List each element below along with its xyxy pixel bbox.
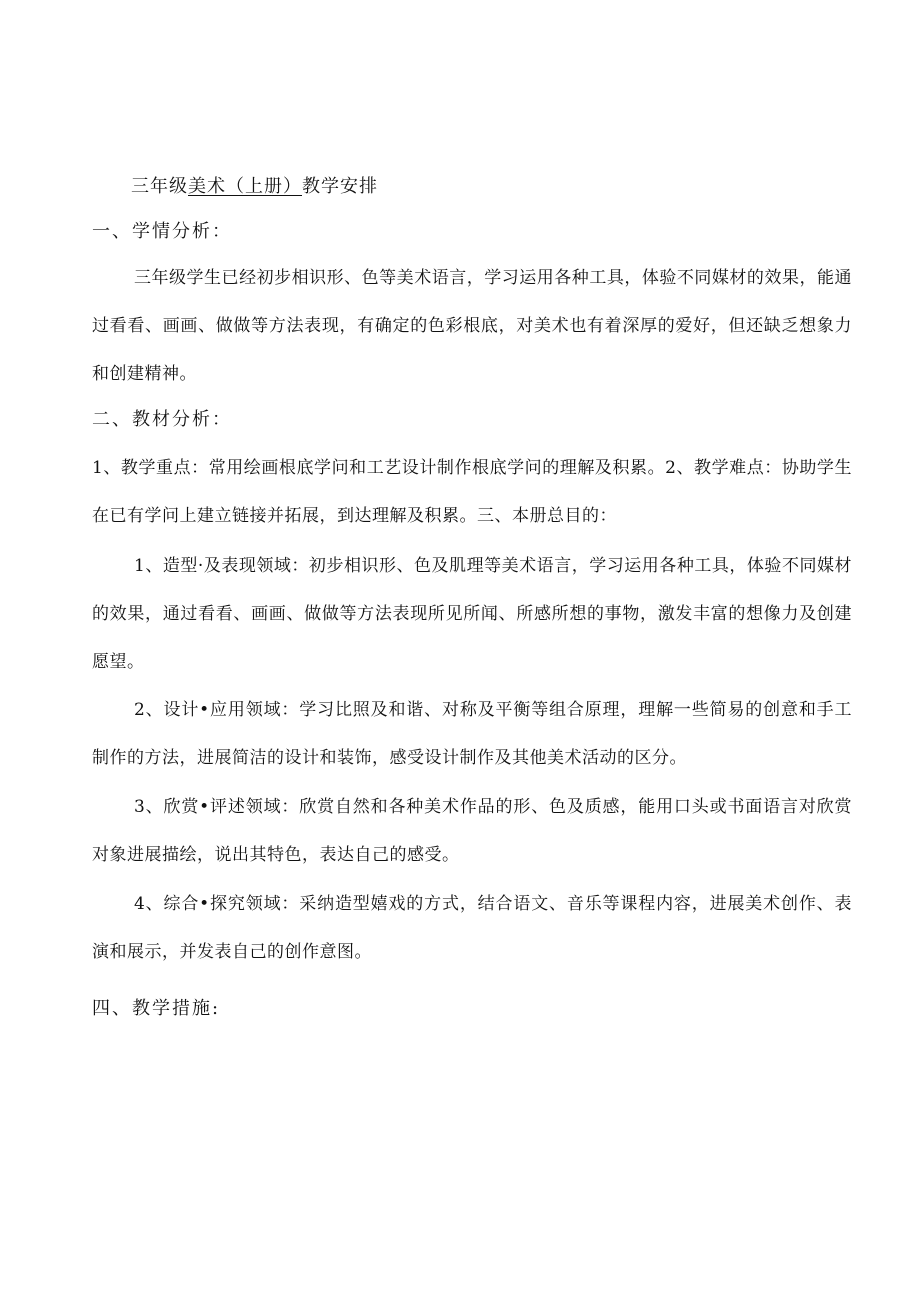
title-suffix: 教学安排: [302, 176, 378, 197]
paragraph-key-points: 1、教学重点：常用绘画根底学问和工艺设计制作根底学问的理解及积累。2、教学难点：协助学生在已有学问上建立链接并拓展，到达理解及积累。三、本册总目的：: [92, 458, 852, 526]
paragraph-student-analysis: 三年级学生已经初步相识形、色等美术语言，学习运用各种工具，体验不同媒材的效果，能通过看看、画画、做做等方法表现，有确定的色彩根底，对美术也有着深厚的爱好，但还缺乏想象力和创建精神。: [92, 268, 852, 384]
section-heading-textbook-analysis: 二、教材分析：: [92, 409, 232, 430]
section-heading-teaching-measures: 四、教学措施:: [92, 998, 221, 1019]
document-title: [131, 172, 378, 198]
section-heading-student-analysis: 一、学情分析：: [92, 221, 232, 242]
paragraph-goal-modeling: 1、造型·及表现领域：初步相识形、色及肌理等美术语言，学习运用各种工具，体验不同媒材的效果，通过看看、画画、做做等方法表现所见所闻、所感所想的事物，激发丰富的想像力及创建愿望。: [92, 556, 852, 672]
paragraph-goal-appreciation: 3、欣赏•评述领域：欣赏自然和各种美术作品的形、色及质感，能用口头或书面语言对欣赏对象进展描绘，说出其特色，表达自己的感受。: [92, 797, 852, 865]
title-prefix: 三年级: [131, 176, 188, 197]
paragraph-goal-comprehensive: 4、综合•探究领域：采纳造型嬉戏的方式，结合语文、音乐等课程内容，进展美术创作、表演和展示，并发表自己的创作意图。: [92, 894, 852, 962]
paragraph-goal-design: 2、设计•应用领域：学习比照及和谐、对称及平衡等组合原理，理解一些简易的创意和手工制作的方法，进展简洁的设计和装饰，感受设计制作及其他美术活动的区分。: [92, 700, 852, 768]
title-subject: 美术（上册）: [188, 176, 302, 197]
